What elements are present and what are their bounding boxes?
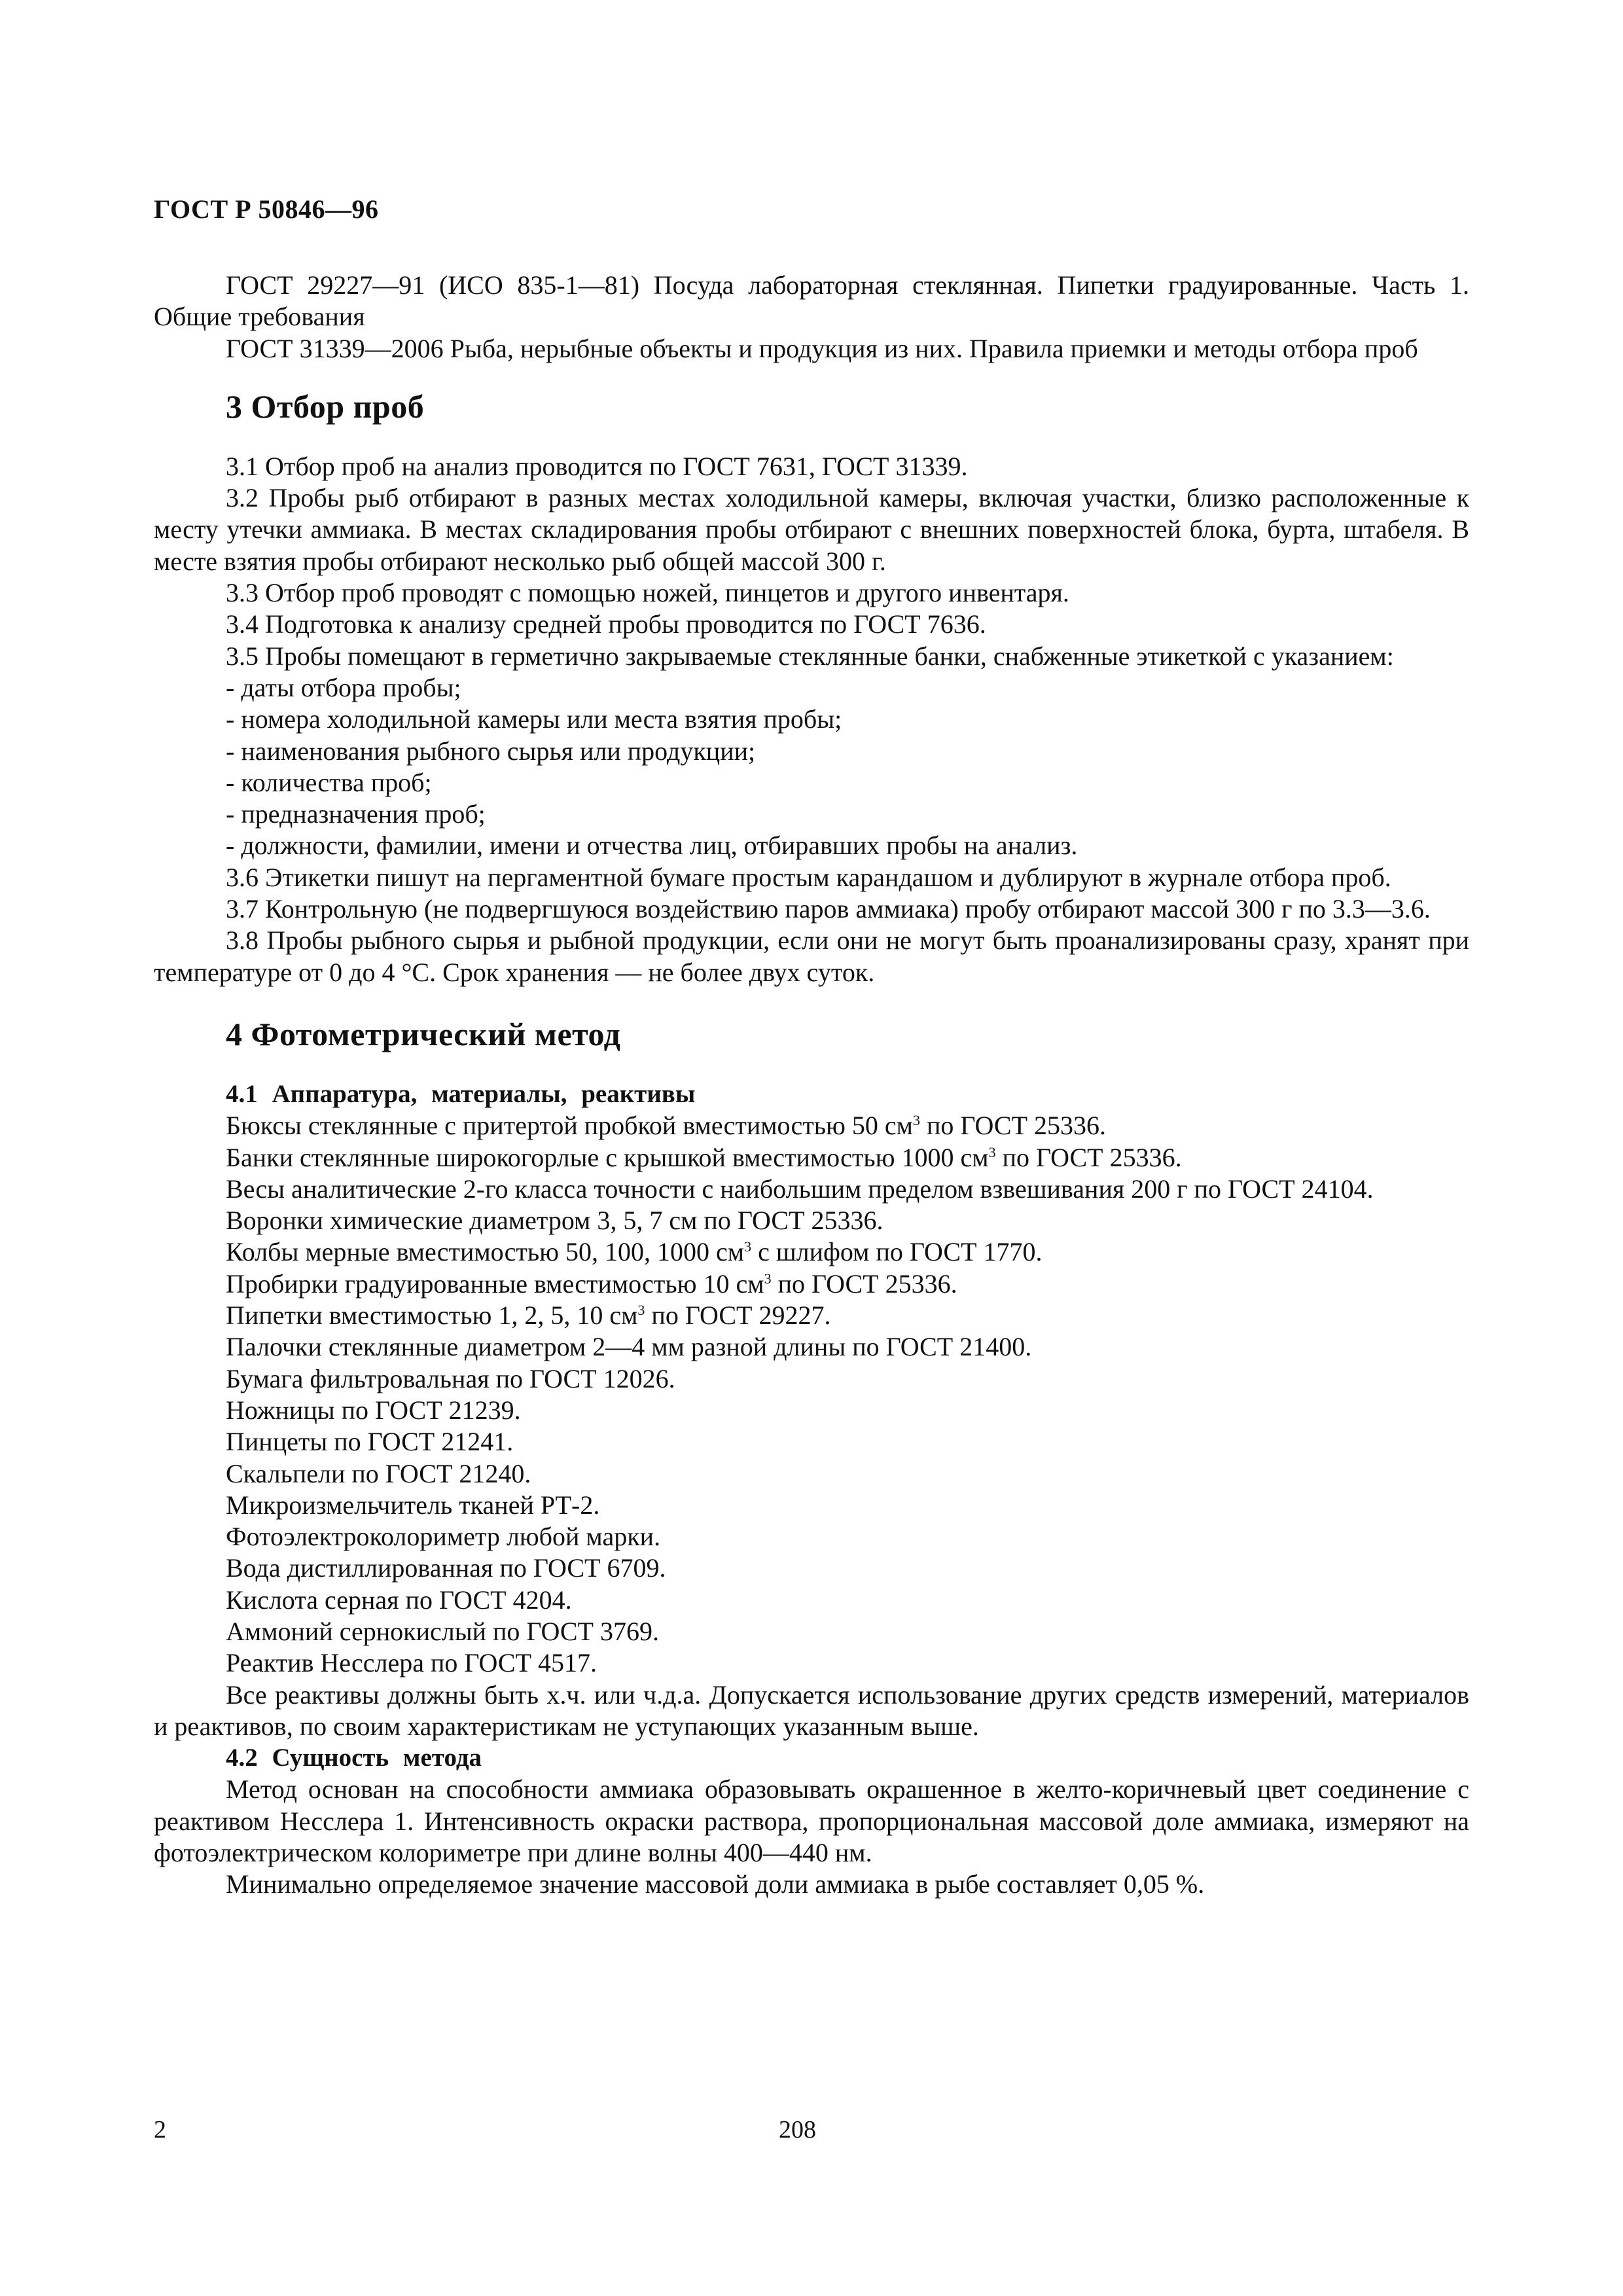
label-list-item: - предназначения проб; [226, 799, 486, 829]
subsection-4-1-heading: 4.1 Аппаратура, материалы, реактивы [226, 1079, 696, 1108]
equipment-item: Фотоэлектроколориметр любой марки. [226, 1522, 661, 1552]
equipment-item: Бумага фильтровальная по ГОСТ 12026. [226, 1363, 675, 1393]
label-list-item: - даты отбора пробы; [226, 672, 461, 702]
document-body [154, 270, 1469, 1901]
paragraph-3-7: 3.7 Контрольную (не подвергшуюся воздействию паров аммиака) пробу отбирают массой 300 г по 3.3—3.6. [226, 894, 1431, 924]
equipment-item: Пипетки вместимостью 1, 2, 5, 10 $см^3$ по ГОСТ 29227. [226, 1300, 831, 1331]
paragraph-3-8: 3.8 Пробы рыбного сырья и рыбной продукции, если они не могут быть проанализированы сразу, хранят при температуре от 0 до 4 °С. Срок хранения — не более двух суток. [154, 925, 1469, 987]
label-list-item: - наименования рыбного сырья или продукции; [226, 736, 756, 766]
equipment-item: Банки стеклянные широкогорлые с крышкой вместимостью 1000 $см^3$ по ГОСТ 25336. [226, 1142, 1182, 1172]
section-4-heading: 4 Фотометрический метод [226, 1015, 621, 1052]
document-code: ГОСТ Р 50846—96 [154, 194, 379, 224]
equipment-item: Кислота серная по ГОСТ 4204. [226, 1585, 572, 1615]
label-list-item: - должности, фамилии, имени и отчества лиц, отбиравших пробы на анализ. [226, 831, 1078, 861]
equipment-item: Реактив Несслера по ГОСТ 4517. [226, 1648, 597, 1678]
reference-gost-29227: ГОСТ 29227—91 (ИСО 835-1—81) Посуда лабораторная стеклянная. Пипетки градуированные. Часть 1. Общие требования [154, 270, 1469, 332]
minimum-value: Минимально определяемое значение массовой доли аммиака в рыбе составляет 0,05 %. [226, 1869, 1205, 1899]
paragraph-3-5: 3.5 Пробы помещают в герметично закрываемые стеклянные банки, снабженные этикеткой с указанием: [226, 641, 1394, 671]
equipment-item: Скальпели по ГОСТ 21240. [226, 1458, 531, 1488]
paragraph-3-6: 3.6 Этикетки пишут на пергаментной бумаге простым карандашом и дублируют в журнале отбора проб. [226, 862, 1391, 892]
method-principle: Метод основан на способности аммиака образовывать окрашенное в желто-коричневый цвет соединение с реактивом Несслера 1. Интенсивность окраски раствора, пропорциональная массовой доле аммиака, измеряют на фотоэлектрическом колориметре при длине волны 400—440 нм. [154, 1774, 1469, 1868]
reagents-note: Все реактивы должны быть х.ч. или ч.д.а. Допускается использование других средств измерений, материалов и реактивов, по своим характеристикам не уступающих указанным выше. [154, 1679, 1469, 1741]
equipment-item: Аммоний сернокислый по ГОСТ 3769. [226, 1616, 659, 1646]
equipment-item-scales: Весы аналитические 2-го класса точности с наибольшим пределом взвешивания 200 г по ГОСТ 24104. [226, 1174, 1374, 1204]
paragraph-3-4: 3.4 Подготовка к анализу средней пробы проводится по ГОСТ 7636. [226, 609, 986, 639]
page-number-left: 2 [154, 2116, 166, 2144]
equipment-item: Ножницы по ГОСТ 21239. [226, 1395, 521, 1425]
subsection-4-2-heading: 4.2 Сущность метода [226, 1744, 482, 1772]
paragraph-3-3: 3.3 Отбор проб проводят с помощью ножей, пинцетов и другого инвентаря. [226, 578, 1069, 608]
section-3-heading: 3 Отбор проб [226, 387, 425, 425]
equipment-item: Вода дистиллированная по ГОСТ 6709. [226, 1553, 666, 1583]
page-number-center: 208 [779, 2116, 816, 2144]
equipment-item: Палочки стеклянные диаметром 2—4 мм разной длины по ГОСТ 21400. [226, 1332, 1032, 1362]
equipment-item: Пинцеты по ГОСТ 21241. [226, 1427, 514, 1457]
equipment-item: Воронки химические диаметром 3, 5, 7 см по ГОСТ 25336. [226, 1206, 883, 1236]
equipment-item: Пробирки градуированные вместимостью 10 $см^3$ по ГОСТ 25336. [226, 1268, 957, 1299]
paragraph-3-2: 3.2 Пробы рыб отбирают в разных местах холодильной камеры, включая участки, близко расположенные к месту утечки аммиака. В местах складирования пробы отбирают с внешних поверхностей блока, бурта, штабеля. В месте взятия пробы отбирают несколько рыб общей массой 300 г. [154, 483, 1469, 576]
label-list-item: - номера холодильной камеры или места взятия пробы; [226, 704, 842, 734]
reference-gost-31339: ГОСТ 31339—2006 Рыба, нерыбные объекты и продукция из них. Правила приемки и методы отбора проб [226, 333, 1418, 363]
label-list-item: - количества проб; [226, 767, 432, 797]
equipment-item: Бюксы стеклянные с притертой пробкой вместимостью 50 $см^3$ по ГОСТ 25336. [226, 1111, 1107, 1141]
equipment-item: Колбы мерные вместимостью 50, 100, 1000 $см^3$ с шлифом по ГОСТ 1770. [226, 1237, 1043, 1267]
equipment-item: Микроизмельчитель тканей РТ-2. [226, 1490, 600, 1520]
paragraph-3-1: 3.1 Отбор проб на анализ проводится по ГОСТ 7631, ГОСТ 31339. [226, 451, 968, 481]
